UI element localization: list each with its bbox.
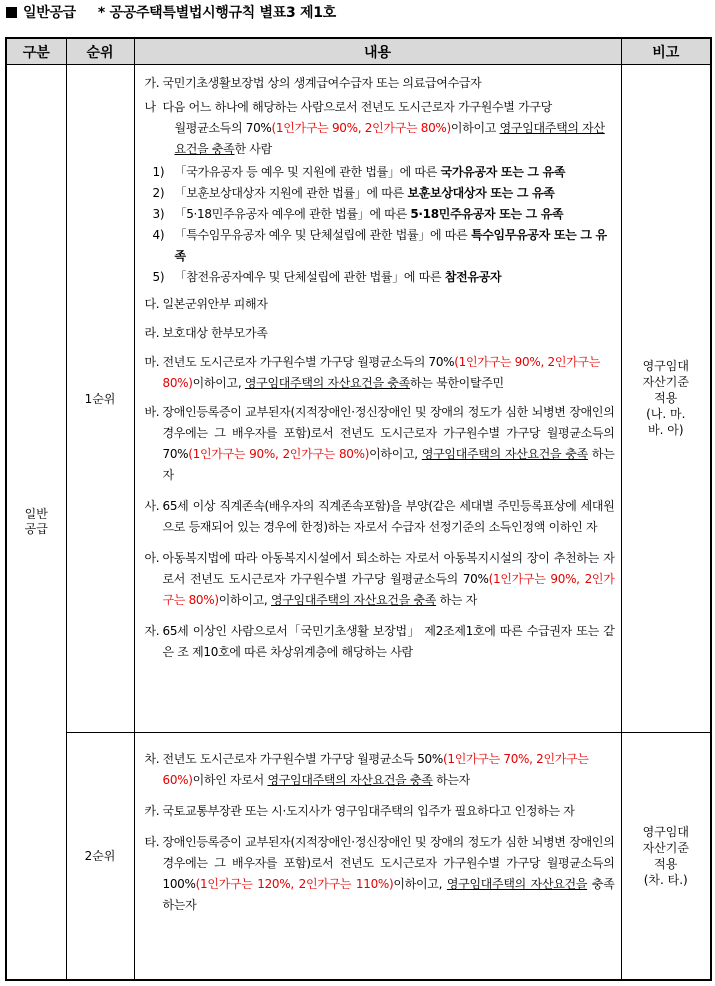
- item-na-cont: 월평균소득의 70%(1인가구는 90%, 2인가구는 80%)이하이고 영구임대주택의 자산요건을 충족한 사람: [174, 121, 605, 156]
- rank2-content: [134, 732, 621, 980]
- header-rank: 순위: [66, 38, 134, 65]
- sub-item-2: 2) 「보훈보상대상자 지원에 관한 법률」에 따른 보훈보상대상자 또는 그 유족: [152, 186, 555, 200]
- category-label: 일반 공급: [24, 507, 48, 536]
- header-gubun: 구분: [6, 38, 66, 65]
- sub-item-5: 5) 「참전유공자예우 및 단체설립에 관한 법률」에 따른 참전유공자: [152, 270, 502, 284]
- sub-item-4: 4) 「특수임무유공자 예우 및 단체설립에 관한 법률」에 따른 특수임무유공자 또는 그 유족: [152, 228, 607, 263]
- rank2-label: 2순위: [66, 732, 134, 980]
- header-note: 비고: [621, 38, 711, 65]
- category-cell: [6, 65, 66, 981]
- item-ra: 라. 보호대상 한부모가족: [144, 326, 268, 340]
- rank1-content: [134, 65, 621, 733]
- rank1-row: [6, 65, 711, 733]
- rank2-row: [6, 732, 711, 980]
- item-ba: 바. 장애인등록증이 교부된자(지적장애인·정신장애인 및 장애의 정도가 심한 뇌병변 장애인의 경우에는 그 배우자를 포함)로서 전년도 도시근로자 가구원수별 가구당 월평균소득의 70%(1인가구는 90%, 2인가구는 80%)이하이고, 영구임대주택의 자산요건을 충족 하는자: [144, 405, 615, 482]
- page-title: [6, 2, 336, 22]
- title-main: 일반공급: [23, 5, 76, 21]
- item-da: 다. 일본군위안부 피해자: [144, 297, 268, 311]
- supply-table: [5, 37, 712, 981]
- item-sa: 사. 65세 이상 직계존속(배우자의 직계존속포함)을 부양(같은 세대별 주민등록표상에 세대원으로 등재되어 있는 경우에 한정)하는 자로서 수급자 선정기준의 소득인정액 이하인 자: [144, 499, 615, 534]
- sub-item-3: 3) 「5·18민주유공자 예우에 관한 법률」에 따른 5·18민주유공자 또는 그 유족: [152, 207, 564, 221]
- item-ma: 마. 전년도 도시근로자 가구원수별 가구당 월평균소득의 70%(1인가구는 90%, 2인가구는 80%)이하이고, 영구임대주택의 자산요건을 충족하는 북한이탈주민: [144, 355, 600, 390]
- rank1-note-text: 영구임대 자산기준 적용 (나. 마. 바. 아): [642, 359, 689, 438]
- item-ga: 가. 국민기초생활보장법 상의 생계급여수급자 또는 의료급여수급자: [144, 76, 482, 90]
- item-ka: 카. 국토교통부장관 또는 시·도지사가 영구임대주택의 입주가 필요하다고 인정하는 자: [144, 803, 575, 818]
- rank2-note: [621, 732, 711, 980]
- title-sub: * 공공주택특별법시행규칙 별표3 제1호: [97, 5, 336, 21]
- header-content: 내용: [134, 38, 621, 65]
- header-row: [6, 38, 711, 65]
- rank1-label: 1순위: [66, 65, 134, 733]
- square-bullet-icon: [6, 7, 17, 18]
- sub-item-1: 1) 「국가유공자 등 예우 및 지원에 관한 법률」에 따른 국가유공자 또는 그 유족: [152, 165, 566, 179]
- item-aa: 아. 아동복지법에 따라 아동복지시설에서 퇴소하는 자로서 아동복지시설의 장이 추천하는 자로서 전년도 도시근로자 가구원수별 가구당 월평균소득의 70%(1인가구는 90%, 2인가구는 80%)이하이고, 영구임대주택의 자산요건을 충족 하는 자: [144, 551, 615, 607]
- item-ta: 타. 장애인등록증이 교부된자(지적장애인·정신장애인 및 장애의 정도가 심한 뇌병변 장애인의 경우에는 그 배우자를 포함)로서 전년도 도시근로자 가구원수별 가구당 월평균소득의 100%(1인가구는 120%, 2인가구는 110%)이하이고, 영구임대주택의 자산요건을 충족 하는자: [144, 834, 615, 912]
- rank2-note-text: 영구임대 자산기준 적용 (차. 타.): [642, 824, 689, 887]
- item-cha: 차. 전년도 도시근로자 가구원수별 가구당 월평균소득 50%(1인가구는 70%, 2인가구는 60%)이하인 자로서 영구임대주택의 자산요건을 충족 하는자: [144, 751, 589, 787]
- item-ja: 자. 65세 이상인 사람으로서「국민기초생활 보장법」 제2조제1호에 따른 수급권자 또는 같은 조 제10호에 따른 차상위계층에 해당하는 사람: [144, 624, 615, 659]
- item-na: 나 다음 어느 하나에 해당하는 사람으로서 전년도 도시근로자 가구원수별 가구당: [144, 100, 552, 114]
- rank1-note: [621, 65, 711, 733]
